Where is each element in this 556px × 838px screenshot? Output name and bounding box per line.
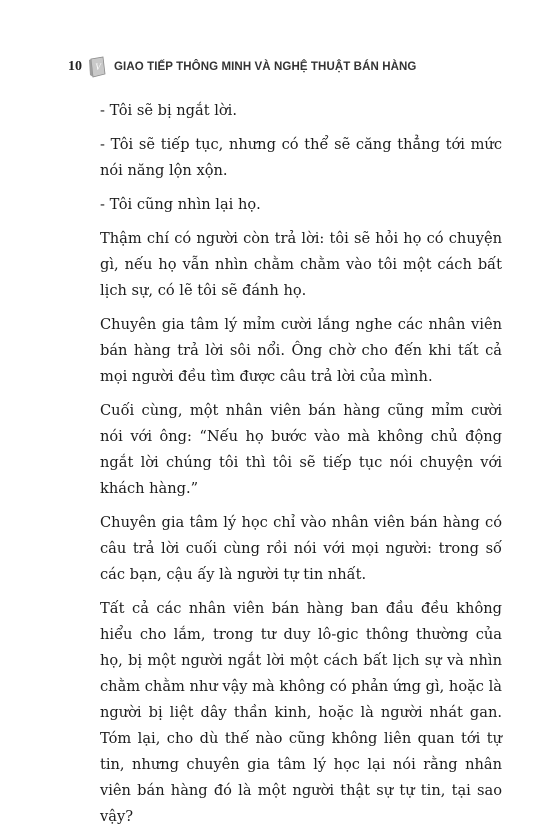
svg-text:V: V — [95, 62, 101, 72]
book-emblem-icon — [88, 56, 108, 78]
body-paragraph: Cuối cùng, một nhân viên bán hàng cũng mỉm cười nói với ông: “Nếu họ bước vào mà không chủ động ngắt lời chúng tôi thì tôi sẽ tiếp tục nói chuyện với khách hàng.” — [100, 402, 502, 497]
dialogue-line: - Tôi cũng nhìn lại họ. — [100, 196, 261, 213]
page-body — [100, 98, 502, 838]
page-number: 10 — [68, 59, 82, 74]
page-header — [68, 56, 508, 78]
body-paragraph: Chuyên gia tâm lý mỉm cười lắng nghe các nhân viên bán hàng trả lời sôi nổi. Ông chờ cho đến khi tất cả mọi người đều tìm được câu trả lời của mình. — [100, 316, 502, 385]
dialogue-line: - Tôi sẽ bị ngắt lời. — [100, 102, 237, 119]
dialogue-line: - Tôi sẽ tiếp tục, nhưng có thể sẽ căng thẳng tới mức nói năng lộn xộn. — [100, 136, 502, 179]
body-paragraph: Tất cả các nhân viên bán hàng ban đầu đều không hiểu cho lắm, trong tư duy lô-gic thông thường của họ, bị một người ngắt lời một cách bất lịch sự và nhìn chằm chằm như vậy mà không có phản ứng gì, hoặc là người bị liệt dây thần kinh, hoặc là người nhát gan. Tóm lại, cho dù thế nào cũng không liên quan tới tự tin, nhưng chuyên gia tâm lý học lại nói rằng nhân viên bán hàng đó là một người thật sự tự tin, tại sao vậy? — [100, 600, 502, 825]
body-paragraph: Chuyên gia tâm lý học chỉ vào nhân viên bán hàng có câu trả lời cuối cùng rồi nói với mọi người: trong số các bạn, cậu ấy là người tự tin nhất. — [100, 514, 502, 583]
running-title: GIAO TIẾP THÔNG MINH VÀ NGHỆ THUẬT BÁN HÀNG — [114, 61, 417, 73]
body-paragraph: Thậm chí có người còn trả lời: tôi sẽ hỏi họ có chuyện gì, nếu họ vẫn nhìn chằm chằm vào tôi một cách bất lịch sự, có lẽ tôi sẽ đánh họ. — [100, 230, 502, 299]
